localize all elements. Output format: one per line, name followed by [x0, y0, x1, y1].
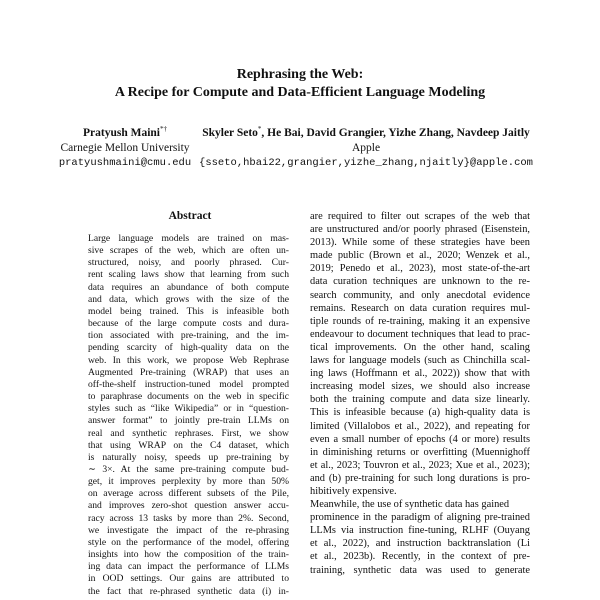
title-line-1: Rephrasing the Web: [236, 67, 364, 82]
text-line: laws for language models (such as Chinchilla scal- [310, 355, 530, 367]
text-line: tiple rounds of re-training, making it an expensive [310, 315, 530, 327]
text-line: and (b) pre-training for such long durations is pro- [310, 472, 530, 484]
text-line: data requires an abundance of both compute [88, 281, 289, 293]
text-line: ∼ 3×. At the same pre-training compute bud- [88, 463, 289, 475]
text-line: racy across 13 tasks by more than 2%. Second, [88, 512, 289, 524]
text-line: limited (Villalobos et al., 2022), and repeating for [310, 420, 530, 432]
abstract-heading: Abstract [168, 210, 212, 222]
text-line: insights into how the composition of the train- [88, 549, 289, 561]
text-line: prominence in the paradigm of aligning pre-trained [310, 512, 530, 524]
text-line: 2013). While some of these strategies have been [310, 237, 530, 249]
text-line: because of the large compute costs and dura- [88, 318, 289, 330]
text-line: sive scrapes of the web, which are often un- [88, 245, 289, 257]
text-line: made public (Brown et al., 2020; Wenzek et al., [310, 250, 530, 262]
text-line: This is infeasible because (a) high-quality data is [310, 407, 530, 419]
text-line: we investigate the impact of the re-phrasing [88, 524, 289, 536]
text-line: real and synthetic rephrases. First, we show [88, 427, 289, 439]
text-line: web. In this work, we propose Web Rephrase [88, 354, 289, 366]
text-line: et al., 2022), and instruction backtranslation (Li [310, 538, 530, 550]
text-line: LLMs via instruction fine-tuning, RLHF (Ouyang [310, 525, 530, 537]
text-line: and data, which grows with the size of the [88, 293, 289, 305]
text-line: hibitively expensive. [310, 485, 397, 497]
text-line: Large language models are trained on mas- [88, 233, 289, 244]
text-line: ing laws (Hoffmann et al., 2022)) show that with [310, 368, 530, 380]
text-line: structured, noisy, and poorly phrased. Cur- [88, 257, 289, 269]
text-line: training, synthetic data was used to generate [310, 564, 530, 576]
title-line-2: A Recipe for Compute and Data-Efficient Language Modeling [114, 85, 486, 100]
text-line: style on the performance of the model, offering [88, 536, 289, 548]
text-line: both the training compute and data size linearly. [310, 394, 530, 406]
text-line: to paraphrase documents on the web in specific [88, 391, 289, 403]
text-line: Meanwhile, the use of synthetic data has gained [310, 499, 510, 511]
text-line: model being trained. This is infeasible both [88, 305, 289, 317]
text-line: tion associated with pre-training, and the im- [88, 330, 289, 342]
text-line: in diminishing returns or overfitting (Muennighoff [310, 446, 530, 458]
text-line: off-the-shelf instruction-tuned model prompted [88, 378, 289, 390]
abstract-body [88, 233, 289, 598]
introduction-column [310, 210, 530, 577]
text-line: ing data can impact the performance of LLMs [88, 561, 289, 573]
text-line: et al., 2023; Touvron et al., 2023; Xue et al., 2023); [310, 459, 530, 471]
text-line: are required to filter out scrapes of the web that [310, 211, 530, 222]
text-line: et al., 2023b). Recently, in the context of pre- [310, 551, 530, 563]
author-names: Skyler Seto*, He Bai, David Grangier, Yizhe Zhang, Navdeep Jaitly [202, 125, 530, 139]
text-line: pending scarcity of high-quality data on the [88, 342, 289, 354]
author-name: Pratyush Maini*† [83, 125, 167, 139]
author-affiliation: Apple [351, 141, 381, 154]
text-line: get, it improves perplexity by more than 50% [88, 476, 289, 488]
text-line: increasing model sizes, we should also increase [310, 381, 530, 393]
text-line: even a small number of epochs (4 or more) results [310, 433, 530, 445]
text-line: remains. Research on data curation requires mul- [310, 302, 530, 314]
text-line: answer format” to jointly pre-train LLMs on [88, 415, 289, 427]
author-email: {sseto,hbai22,grangier,yizhe_zhang,njaitly}@apple.com [199, 156, 533, 169]
text-line: the fact that re-phrased synthetic data (i) in- [88, 585, 289, 597]
text-line: Augmented Pre-training (WRAP) that uses an [88, 366, 289, 378]
text-line: is naturally noisy, speeds up pre-training by [88, 451, 289, 463]
text-line: and improves zero-shot question answer accu- [88, 500, 289, 512]
author-affiliation: Carnegie Mellon University [60, 141, 190, 154]
paper-title [0, 66, 600, 102]
text-line: on average across different subsets of the Pile, [88, 488, 289, 500]
text-line: search community, and only anecdotal evidence [310, 289, 530, 301]
text-line: data curation techniques are unknown to the re- [310, 276, 530, 288]
author-block-apple [190, 122, 542, 171]
author-block-cmu [40, 122, 210, 171]
author-email: pratyushmaini@cmu.edu [58, 156, 192, 169]
text-line: endeavour to document techniques that lead to prac- [310, 328, 530, 340]
text-line: in OOD settings. Our gains are attributed to [88, 573, 289, 585]
text-line: 2019; Penedo et al., 2023), most state-of-the-art [310, 263, 530, 275]
text-line: rent scaling laws show that learning from such [88, 269, 289, 281]
text-line: are unstructured and/or poorly phrased (Eisenstein, [310, 224, 530, 236]
text-line: styles such as “like Wikipedia” or in “question- [88, 403, 289, 415]
text-line: that using WRAP on the C4 dataset, which [88, 439, 289, 451]
text-line: tical improvements. On the other hand, scaling [310, 341, 530, 353]
